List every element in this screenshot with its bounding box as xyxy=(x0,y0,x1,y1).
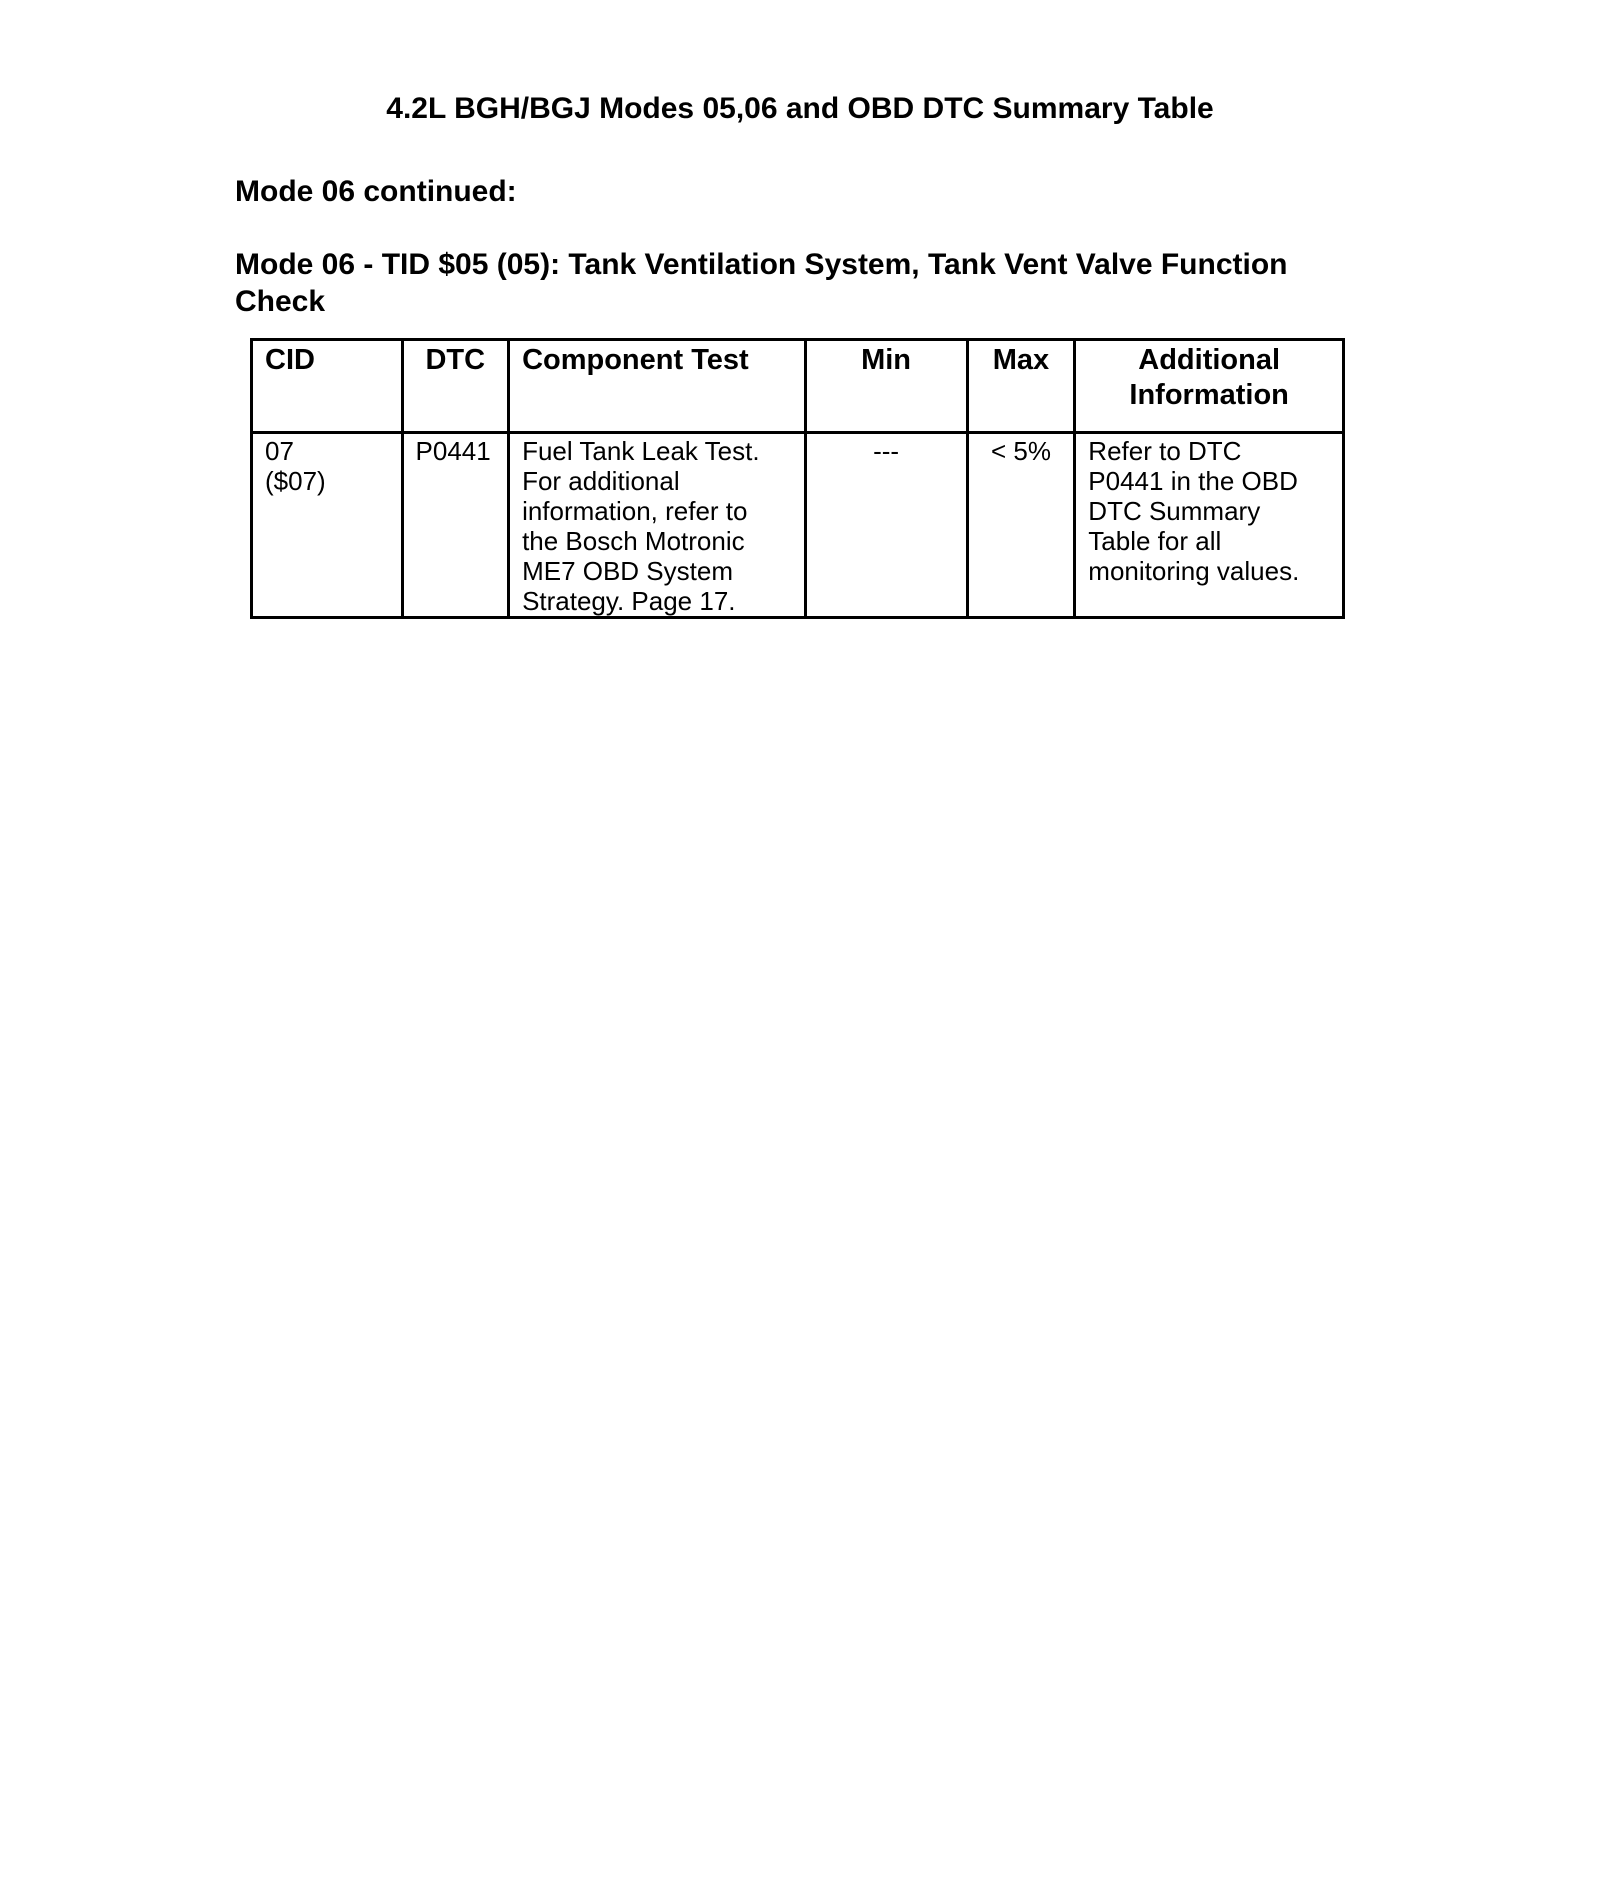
cid-value: 07 xyxy=(265,436,294,466)
component-test-line: ME7 OBD System xyxy=(522,556,733,586)
cell-max: < 5% xyxy=(967,433,1075,618)
header-dtc: DTC xyxy=(402,340,509,433)
component-test-line: For additional xyxy=(522,466,680,496)
header-cid: CID xyxy=(252,340,403,433)
cell-dtc: P0441 xyxy=(402,433,509,618)
component-test-line: information, refer to xyxy=(522,496,748,526)
cid-hex-value: ($07) xyxy=(265,466,326,496)
document-title: 4.2L BGH/BGJ Modes 05,06 and OBD DTC Summary Table xyxy=(386,92,1214,125)
additional-info-line: P0441 in the OBD xyxy=(1088,466,1298,496)
additional-info-line: monitoring values. xyxy=(1088,556,1300,586)
header-additional-information-line1: Additional xyxy=(1138,344,1281,376)
header-component-test: Component Test xyxy=(509,340,805,433)
table-header xyxy=(252,340,1344,433)
component-test-line: Strategy. Page 17. xyxy=(522,586,736,616)
section-heading: Mode 06 continued: xyxy=(235,175,517,208)
additional-info-line: Table for all xyxy=(1088,526,1222,556)
cell-additional-information xyxy=(1075,433,1344,618)
header-additional-information xyxy=(1075,340,1344,433)
mode06-tid05-table xyxy=(250,338,1345,619)
header-additional-information-line2: Information xyxy=(1129,379,1289,411)
additional-info-line: Refer to DTC xyxy=(1088,436,1242,466)
table-row xyxy=(252,433,1344,618)
header-max: Max xyxy=(967,340,1075,433)
header-min: Min xyxy=(805,340,967,433)
cell-cid xyxy=(252,433,403,618)
component-test-line: Fuel Tank Leak Test. xyxy=(522,436,760,466)
header-row xyxy=(252,340,1344,433)
additional-info-line: DTC Summary xyxy=(1088,496,1261,526)
subsection-heading: Mode 06 - TID $05 (05): Tank Ventilation System, Tank Vent Valve Function Check xyxy=(235,248,1288,318)
cell-component-test xyxy=(509,433,805,618)
cell-min: --- xyxy=(805,433,967,618)
component-test-line: the Bosch Motronic xyxy=(522,526,745,556)
